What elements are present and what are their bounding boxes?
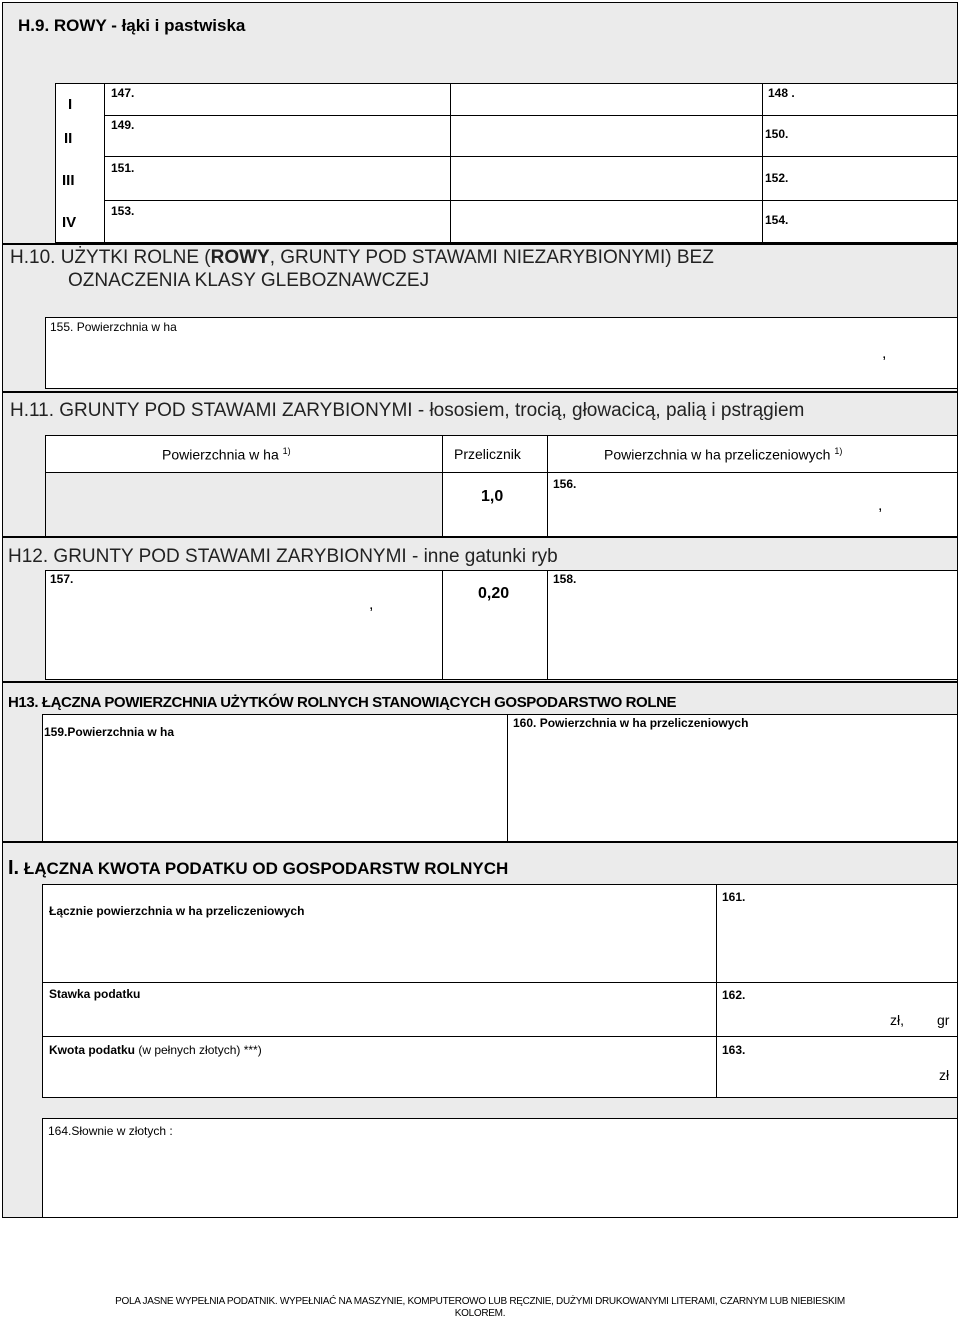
section-h11-title: H.11. GRUNTY POD STAWAMI ZARYBIONYMI - łososiem, trocią, głowacicą, palią i pstrągiem — [10, 400, 805, 421]
h10-area-field[interactable] — [45, 317, 958, 389]
section-i-row2-label-cell — [42, 982, 717, 1037]
h9-field-152[interactable]: 152. — [765, 171, 789, 185]
section-i-title: I. ŁĄCZNA KWOTA PODATKU OD GOSPODARSTW ROLNYCH — [8, 857, 509, 879]
section-i-row1-label: Łącznie powierzchnia w ha przeliczeniowych — [49, 904, 305, 918]
section-h10-title: H.10. UŻYTKI ROLNE (ROWY, GRUNTY POD STAWAMI NIEZARYBIONYMI) BEZ OZNACZENIA KLASY GLEBOZNAWCZEJ — [10, 247, 714, 291]
h9-field-149[interactable]: 149. — [111, 118, 135, 132]
h11-factor-value: 1,0 — [481, 488, 504, 505]
section-i-row1-label-cell — [42, 884, 717, 983]
section-i-unit-zl-2: zł — [939, 1067, 950, 1083]
section-i-row2-label: Stawka podatku — [49, 987, 141, 1001]
section-i-field-163[interactable] — [716, 1036, 958, 1098]
section-h13-title: H13. ŁĄCZNA POWIERZCHNIA UŻYTKÓW ROLNYCH STANOWIĄCYCH GOSPODARSTWO ROLNE — [8, 694, 677, 711]
h9-grid — [55, 83, 958, 243]
footer-instructions: POLA JASNE WYPEŁNIA PODATNIK. WYPEŁNIAĆ NA MASZYNIE, KOMPUTEROWO LUB RĘCZNIE, DUŻYMI DRUKOWANYMI LITERAMI, CZARNYM LUB NIEBIESKIM KOLOREM. — [115, 1296, 845, 1319]
h13-converted-field[interactable] — [507, 714, 958, 842]
h13-field-159-label: 159.Powierzchnia w ha — [44, 725, 175, 739]
section-i-unit-gr: gr — [937, 1012, 950, 1028]
h11-col-factor-header: Przelicznik — [454, 446, 521, 462]
section-i-field-162-num: 162. — [722, 988, 746, 1002]
h10-decimal-comma: , — [882, 345, 887, 362]
section-i-unit-zl: zł, — [890, 1012, 904, 1028]
h11-area-input[interactable] — [46, 473, 442, 536]
h9-field-153[interactable]: 153. — [111, 204, 135, 218]
h12-decimal-comma: , — [369, 596, 374, 613]
h9-field-148[interactable]: 148 . — [768, 86, 795, 100]
h9-roman-2: II — [64, 130, 73, 147]
h9-field-154[interactable]: 154. — [765, 213, 789, 227]
h9-field-151[interactable]: 151. — [111, 161, 135, 175]
section-i-field-161-num: 161. — [722, 890, 746, 904]
h9-roman-4: IV — [62, 214, 77, 231]
section-i-field-161[interactable] — [716, 884, 958, 983]
section-i-field-164-label: 164.Słownie w złotych : — [48, 1124, 173, 1138]
h9-field-147[interactable]: 147. — [111, 86, 135, 100]
h9-roman-1: I — [68, 96, 73, 113]
h11-decimal-comma: , — [878, 497, 883, 514]
h12-factor-value: 0,20 — [478, 585, 510, 602]
section-h9-title: H.9. ROWY - łąki i pastwiska — [18, 16, 246, 35]
h11-field-156[interactable]: 156. — [553, 477, 577, 491]
h12-field-158: 158. — [553, 572, 577, 586]
h12-area-field[interactable] — [45, 570, 443, 680]
h12-field-157: 157. — [50, 572, 74, 586]
section-i-field-162[interactable] — [716, 982, 958, 1037]
section-i-field-163-num: 163. — [722, 1043, 746, 1057]
h11-col-area-header: Powierzchnia w ha $^{1)}$ — [162, 446, 291, 463]
h9-field-150[interactable]: 150. — [765, 127, 789, 141]
h9-roman-3: III — [62, 172, 75, 189]
h10-field-label: 155. Powierzchnia w ha — [50, 320, 177, 334]
h12-converted-field[interactable] — [547, 570, 958, 680]
section-i-row3-label: Kwota podatku (w pełnych złotych) ***) — [49, 1043, 262, 1057]
section-h12-title: H12. GRUNTY POD STAWAMI ZARYBIONYMI - inne gatunki ryb — [8, 546, 558, 567]
h11-col-converted-header: Powierzchnia w ha przeliczeniowych $^{1)}$ — [604, 446, 843, 463]
section-i-field-164[interactable] — [42, 1118, 958, 1218]
h13-field-160-label: 160. Powierzchnia w ha przeliczeniowych — [513, 716, 749, 730]
